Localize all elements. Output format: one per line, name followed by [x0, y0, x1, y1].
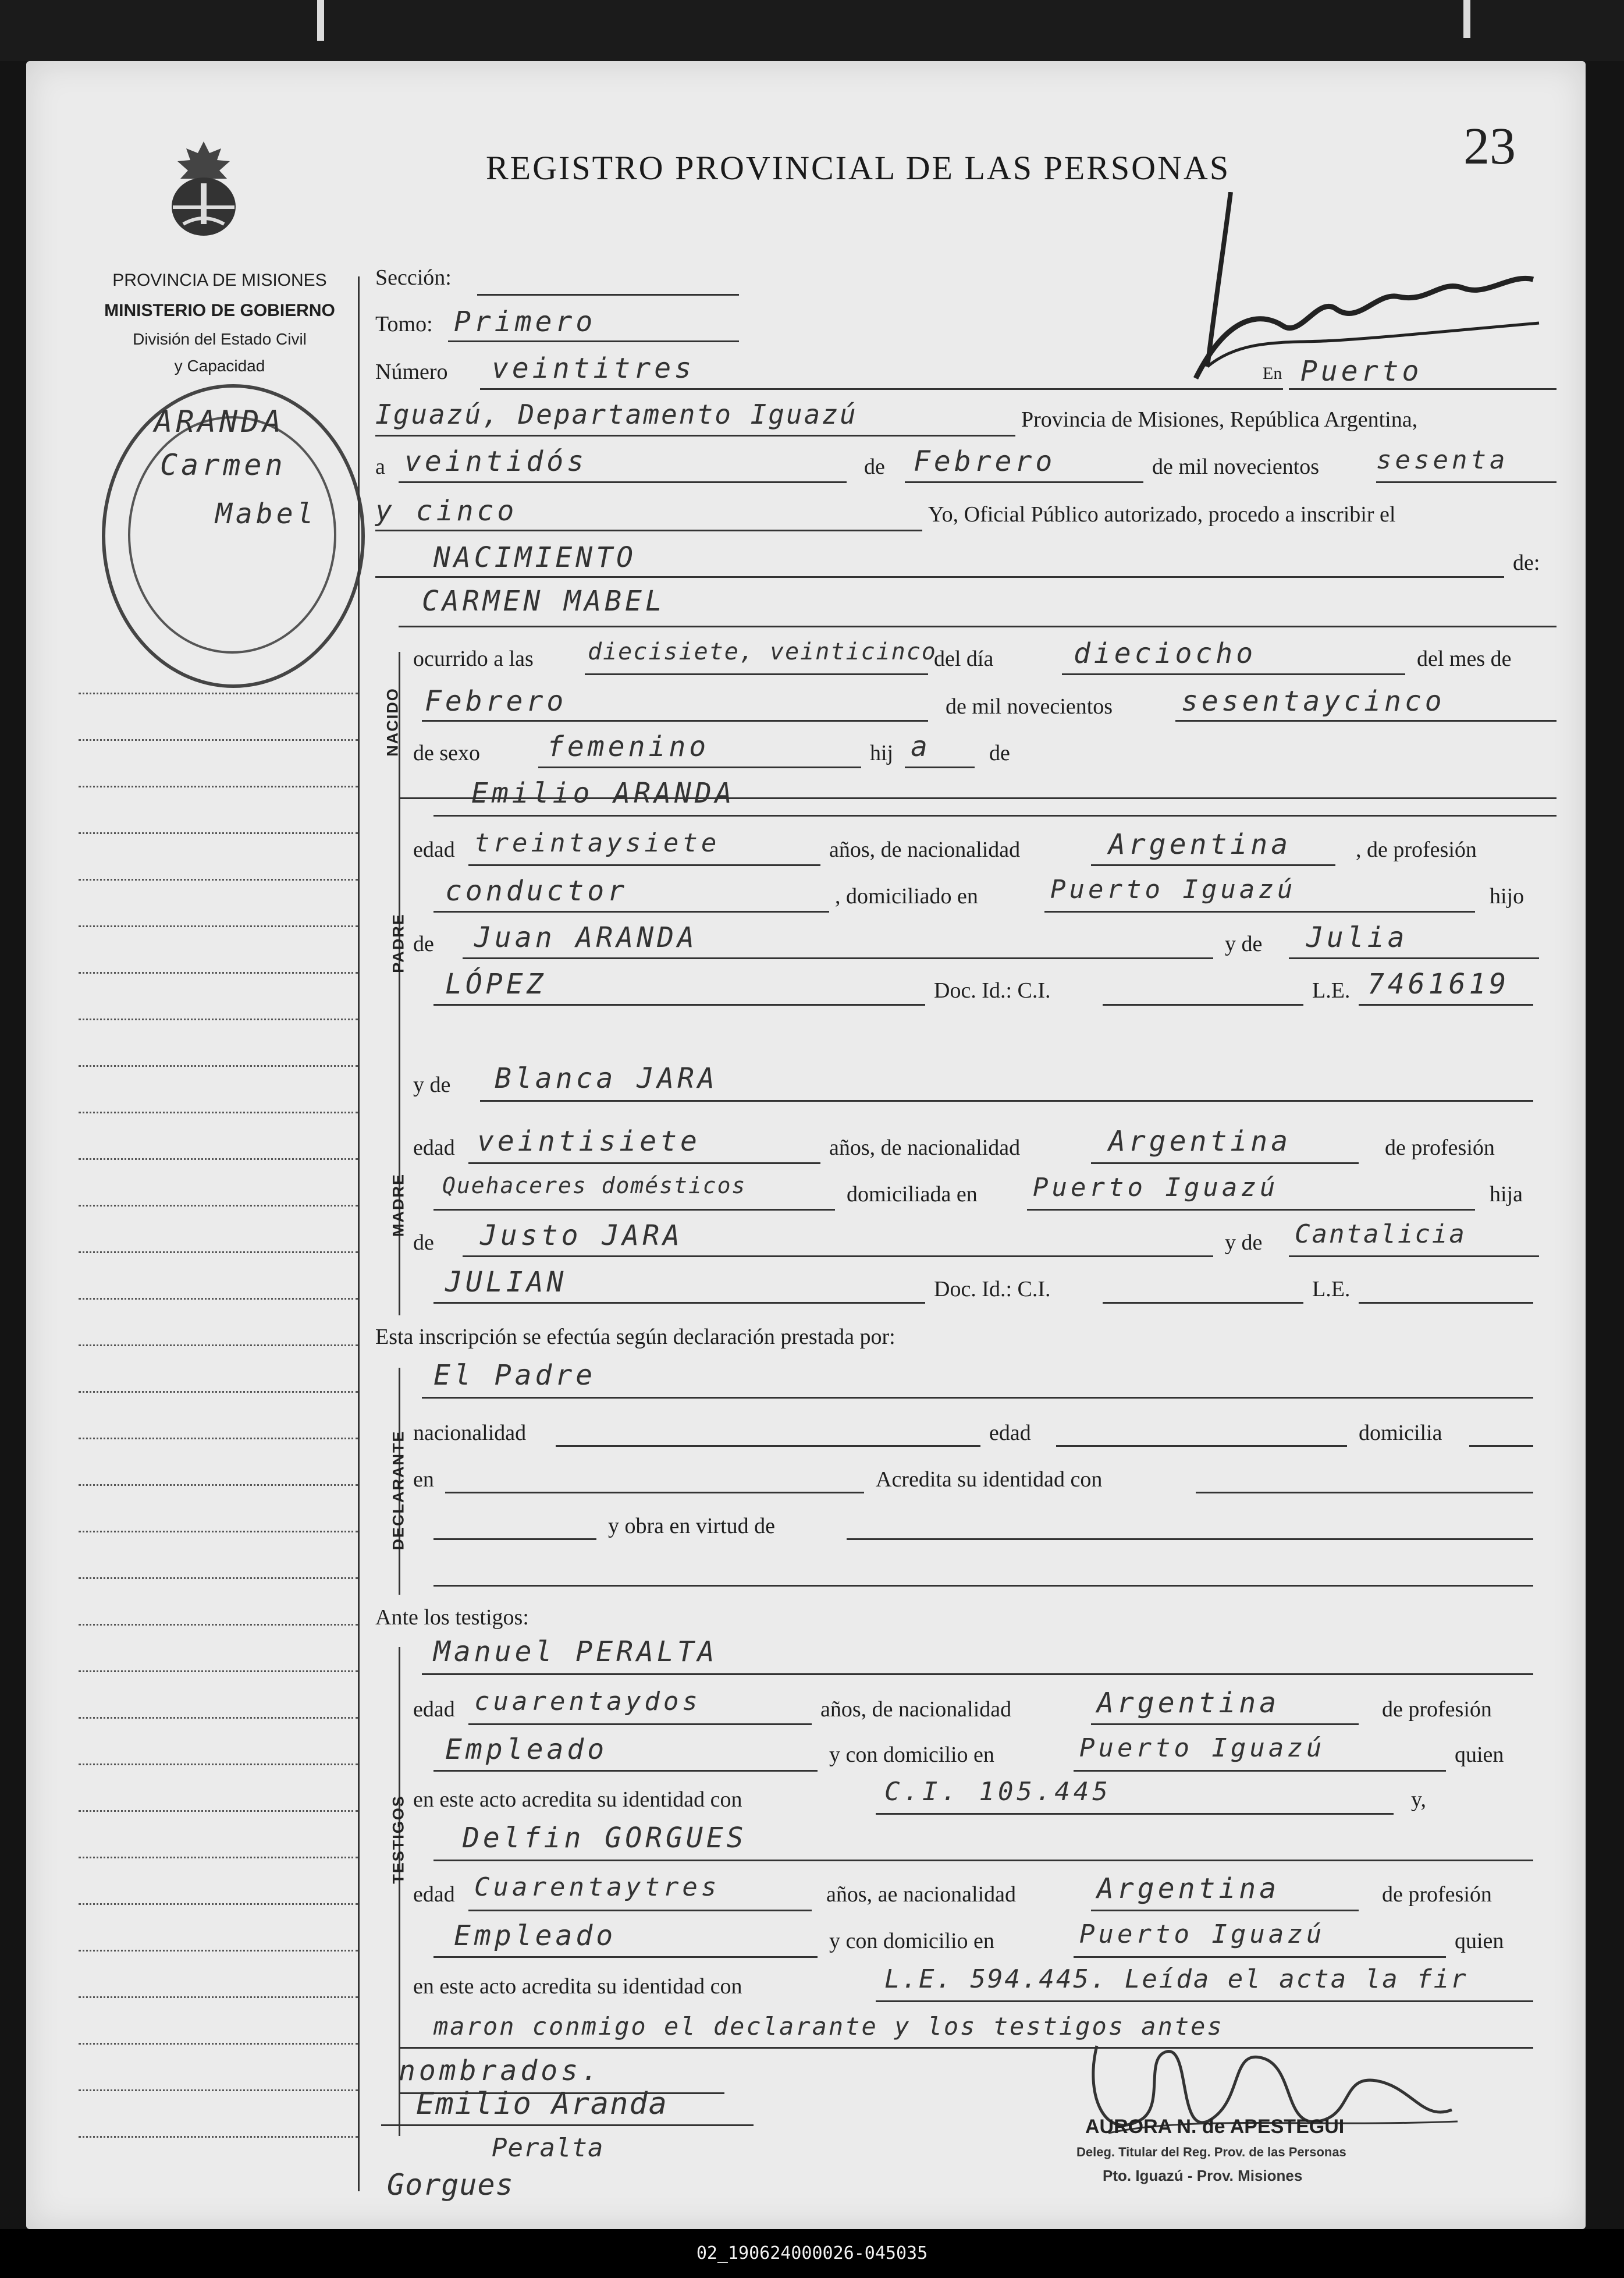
hora-line — [585, 673, 928, 675]
madre-dom-value: Puerto Iguazú — [1033, 1173, 1279, 1202]
declarante-acredita-label: Acredita su identidad con — [876, 1467, 1103, 1492]
witness2-doc-line — [876, 2000, 1533, 2002]
numero-value: veintitres — [492, 352, 695, 385]
padre-prof-line — [433, 911, 829, 913]
madre-prof-label: de profesión — [1385, 1136, 1495, 1160]
madre-label: MADRE — [389, 1173, 407, 1237]
margin-dotted-line — [79, 1531, 358, 1532]
declarante-dom-line — [1469, 1445, 1533, 1447]
witness1-prof-label: de profesión — [1382, 1697, 1492, 1722]
tomo-line — [448, 340, 739, 342]
binding-notch — [317, 0, 324, 41]
signature-emilio-aranda: Emilio Aranda — [416, 2087, 668, 2121]
declarante-obra-line — [847, 1538, 1533, 1540]
witness2-edad-label: edad — [413, 1882, 455, 1907]
madre-de-label: de — [413, 1230, 434, 1255]
witness1-dom-value: Puerto Iguazú — [1079, 1733, 1326, 1763]
witness1-dom-line — [1074, 1770, 1446, 1772]
margin-dotted-line — [79, 832, 358, 834]
margin-dotted-line — [79, 739, 358, 741]
hij-label: hij — [870, 741, 894, 765]
hij-line — [905, 767, 975, 768]
declarante-name: El Padre — [433, 1359, 596, 1392]
padre-yde-label: y de — [1225, 932, 1263, 956]
name-line — [399, 626, 1557, 627]
margin-dotted-line — [79, 1624, 358, 1626]
padre-nac-label: años, de nacionalidad — [829, 838, 1021, 862]
padre-le-value: 7461619 — [1367, 968, 1510, 1000]
madre-yde-label-2: y de — [1225, 1230, 1263, 1255]
seccion-label: Sección: — [375, 265, 452, 290]
province-text: Provincia de Misiones, República Argentina, — [1021, 407, 1418, 432]
stamp-handwriting-1: ARANDA — [154, 404, 285, 439]
declarante-dom-label: domicilia — [1359, 1421, 1442, 1445]
declarante-name-line — [422, 1397, 1533, 1399]
year-label: de mil novecientos — [1152, 455, 1320, 479]
madre-doc-line — [1103, 1302, 1303, 1304]
witness1-nac-line — [1091, 1723, 1359, 1725]
binding-notch — [1463, 0, 1470, 38]
margin-dotted-line — [79, 1019, 358, 1020]
witness2-edad-value: Cuarentaytres — [474, 1872, 720, 1902]
madre-edad-label: edad — [413, 1136, 455, 1160]
witness1-acredita-label: en este acto acredita su identidad con — [413, 1787, 742, 1812]
hora-label: ocurrido a las — [413, 647, 534, 671]
padre-le-label: L.E. — [1312, 978, 1351, 1003]
madre-doc-label: Doc. Id.: C.I. — [934, 1277, 1051, 1301]
padre-hijo-label: hijo — [1490, 884, 1525, 909]
year-value-2: y cinco — [375, 495, 518, 527]
page-number: 23 — [1463, 118, 1516, 175]
madre-nac-label: años, de nacionalidad — [829, 1136, 1021, 1160]
testigos-label: TESTIGOS — [389, 1795, 407, 1884]
padre-dom-label: , domiciliado en — [835, 884, 978, 909]
margin-dotted-line — [79, 1065, 358, 1067]
seccion-line — [477, 294, 739, 296]
margin-dotted-line — [79, 1112, 358, 1113]
dia-line — [1062, 673, 1405, 675]
margin-dotted-line — [79, 1298, 358, 1300]
witness2-name: Delfin GORGUES — [463, 1822, 747, 1854]
ministry-label: MINISTERIO DE GOBIERNO — [104, 301, 335, 320]
sexo-value: femenino — [547, 730, 710, 763]
tomo-label: Tomo: — [375, 312, 433, 336]
padre-name-line — [433, 815, 1557, 817]
official-title: Deleg. Titular del Reg. Prov. de las Personas — [1076, 2145, 1346, 2159]
margin-dotted-line — [79, 1670, 358, 1672]
binding-edge — [0, 0, 1624, 61]
padre-doc-label: Doc. Id.: C.I. — [934, 978, 1051, 1003]
witness2-prof-line — [433, 1956, 818, 1958]
declarante-en-line — [445, 1492, 864, 1493]
margin-dotted-line — [79, 1996, 358, 1998]
padre-dom-line — [1044, 911, 1475, 913]
padre-mother-line — [1289, 957, 1539, 959]
signature-peralta: Peralta — [492, 2133, 604, 2163]
declarante-edad-label: edad — [989, 1421, 1031, 1445]
place-value-2: Iguazú, Departamento Iguazú — [375, 399, 858, 430]
nacido-de-label: de — [989, 741, 1010, 765]
place-value-1: Puerto — [1300, 355, 1423, 388]
witness2-doc-value: L.E. 594.445. Leída el acta la fir — [884, 1964, 1468, 1994]
day-value: veintidós — [404, 445, 588, 478]
witness1-prof-line — [433, 1770, 818, 1772]
padre-edad-value: treintaysiete — [474, 828, 720, 858]
madre-dom-label: domiciliada en — [847, 1182, 978, 1207]
padre-nac-value: Argentina — [1108, 828, 1292, 861]
en-label: En — [1263, 364, 1282, 383]
witness2-nac-value: Argentina — [1097, 1872, 1280, 1905]
province-label: PROVINCIA DE MISIONES — [112, 271, 327, 290]
column-divider — [358, 276, 360, 2191]
padre-father-line — [463, 957, 1213, 959]
anio-value: sesentaycinco — [1181, 685, 1445, 718]
witness2-dom-line — [1074, 1956, 1446, 1958]
margin-dotted-line — [79, 1391, 358, 1393]
image-code: 02_190624000026-045035 — [0, 2229, 1624, 2278]
madre-name: Blanca JARA — [495, 1062, 718, 1095]
witness2-dom-value: Puerto Iguazú — [1079, 1919, 1326, 1949]
madre-prof-line — [433, 1209, 835, 1211]
padre-prof-label: , de profesión — [1356, 838, 1477, 862]
hora-value: diecisiete, veinticinco — [588, 638, 937, 665]
padre-nac-line — [1091, 864, 1335, 866]
signature-line — [381, 2124, 754, 2126]
madre-le-label: L.E. — [1312, 1277, 1351, 1301]
tomo-value: Primero — [454, 306, 596, 338]
witness1-edad-label: edad — [413, 1697, 455, 1722]
witness2-nac-line — [1091, 1910, 1359, 1911]
witness1-doc-line — [876, 1813, 1394, 1815]
declarante-nac-line — [556, 1445, 980, 1447]
margin-dotted-line — [79, 693, 358, 694]
margin-dotted-line — [79, 972, 358, 974]
witness2-nac-label: años, ae nacionalidad — [826, 1882, 1017, 1907]
name-value: CARMEN MABEL — [422, 585, 666, 618]
witness1-dom-label: y con domicilio en — [829, 1743, 994, 1767]
year-value-1: sesenta — [1376, 445, 1509, 475]
margin-dotted-line — [79, 1251, 358, 1253]
padre-father-value: Juan ARANDA — [474, 921, 698, 954]
witness1-y-label: y, — [1411, 1787, 1427, 1812]
month-value: Febrero — [914, 445, 1056, 478]
witness1-name: Manuel PERALTA — [433, 1635, 718, 1668]
witness1-doc-value: C.I. 105.445 — [884, 1777, 1111, 1807]
madre-hija-label: hija — [1490, 1182, 1523, 1207]
de-label: de — [864, 455, 885, 479]
witness2-prof-label: de profesión — [1382, 1882, 1492, 1907]
padre-de-label: de — [413, 932, 434, 956]
padre-dom-value: Puerto Iguazú — [1050, 875, 1296, 904]
margin-dotted-line — [79, 1205, 358, 1207]
dia-label: del día — [934, 647, 994, 671]
padre-mother-line-2 — [433, 1004, 925, 1006]
testigos-intro: Ante los testigos: — [375, 1605, 529, 1630]
declarante-obra-line-1 — [433, 1538, 596, 1540]
division-label-2: y Capacidad — [174, 357, 265, 375]
padre-le-line — [1359, 1004, 1533, 1006]
margin-dotted-line — [79, 1344, 358, 1346]
madre-prof-value: Quehaceres domésticos — [442, 1173, 747, 1198]
madre-le-line — [1359, 1302, 1533, 1304]
witness2-acredita-label: en este acto acredita su identidad con — [413, 1974, 742, 1999]
padre-edad-line — [468, 864, 820, 866]
witness1-prof-value: Empleado — [445, 1733, 608, 1766]
dia-value: dieciocho — [1074, 637, 1257, 670]
madre-nac-value: Argentina — [1108, 1125, 1292, 1158]
page-title: REGISTRO PROVINCIAL DE LAS PERSONAS — [486, 149, 1231, 187]
padre-prof-value: conductor — [445, 875, 628, 907]
declarante-acredita-line — [1196, 1492, 1533, 1493]
padre-label: PADRE — [389, 913, 407, 973]
declarante-en-label: en — [413, 1467, 434, 1492]
madre-mother-value-1: Cantalicia — [1295, 1219, 1466, 1249]
witness1-edad-line — [468, 1723, 812, 1725]
declarante-extra-line — [433, 1585, 1533, 1587]
padre-mother-value-2: LÓPEZ — [445, 968, 547, 1000]
declarante-label: DECLARANTE — [389, 1430, 407, 1550]
margin-dotted-line — [79, 2089, 358, 2091]
division-label: División del Estado Civil — [133, 330, 307, 348]
coat-of-arms-icon — [160, 137, 247, 239]
padre-name: Emilio ARANDA — [471, 777, 735, 810]
margin-dotted-line — [79, 1717, 358, 1719]
act-suffix: de: — [1513, 551, 1540, 575]
margin-dotted-line — [79, 2043, 358, 2045]
place-line-2 — [375, 435, 1015, 437]
witness2-edad-line — [468, 1910, 812, 1911]
margin-dotted-line — [79, 1484, 358, 1486]
margin-dotted-line — [79, 1764, 358, 1765]
margin-dotted-line — [79, 925, 358, 927]
margin-dotted-line — [79, 1577, 358, 1579]
year-line — [1376, 481, 1557, 483]
declarante-nac-label: nacionalidad — [413, 1421, 527, 1445]
closing-line-1: maron conmigo el declarante y los testigos antes — [433, 2012, 1224, 2041]
madre-yde-label: y de — [413, 1073, 451, 1097]
sexo-label: de sexo — [413, 741, 481, 765]
official-signature — [1074, 2022, 1481, 2162]
witness1-quien-label: quien — [1455, 1743, 1504, 1767]
a-label: a — [375, 455, 385, 479]
margin-dotted-line — [79, 2136, 358, 2138]
declaration-intro: Esta inscripción se efectúa según declaración prestada por: — [375, 1325, 895, 1349]
day-line — [399, 481, 847, 483]
declarante-edad-line — [1056, 1445, 1347, 1447]
mes-value: Febrero — [425, 685, 567, 718]
anio-line — [1175, 720, 1557, 722]
margin-dotted-line — [79, 786, 358, 787]
witness2-dom-label: y con domicilio en — [829, 1929, 994, 1953]
margin-dotted-line — [79, 1903, 358, 1905]
margin-dotted-line — [79, 1950, 358, 1951]
madre-mother-value-2: JULIAN — [445, 1266, 567, 1298]
declarante-obra-label: y obra en virtud de — [608, 1514, 776, 1538]
witness2-prof-value: Empleado — [454, 1919, 617, 1952]
sexo-line — [538, 767, 861, 768]
madre-name-line — [480, 1100, 1533, 1102]
margin-dotted-line — [79, 1438, 358, 1439]
officer-text: Yo, Oficial Público autorizado, procedo a inscribir el — [928, 502, 1396, 527]
official-name: AURORA N. de APESTEGUI — [1085, 2116, 1345, 2138]
stamp-handwriting-2: Carmen — [160, 448, 286, 482]
place-line — [1289, 388, 1557, 390]
witness1-nac-label: años, de nacionalidad — [820, 1697, 1012, 1722]
witness1-name-line — [422, 1673, 1533, 1675]
padre-mother-value-1: Julia — [1306, 921, 1408, 954]
madre-edad-line — [468, 1162, 820, 1164]
witness1-edad-value: cuarentaydos — [474, 1687, 701, 1716]
margin-dotted-line — [79, 1857, 358, 1858]
padre-edad-label: edad — [413, 838, 455, 862]
margin-dotted-line — [79, 879, 358, 881]
signature-gorgues: Gorgues — [387, 2168, 514, 2202]
madre-father-value: Justo JARA — [480, 1219, 683, 1252]
hij-suffix: a — [911, 730, 931, 763]
madre-edad-value: veintisiete — [477, 1125, 701, 1158]
month-line — [905, 481, 1143, 483]
act-value: NACIMIENTO — [433, 541, 637, 574]
witness1-nac-value: Argentina — [1097, 1687, 1280, 1719]
numero-label: Número — [375, 360, 448, 384]
madre-mother-line-2 — [433, 1302, 925, 1304]
closing-line-2: nombrados. — [399, 2055, 602, 2087]
mes-label: del mes de — [1417, 647, 1512, 671]
madre-dom-line — [1027, 1209, 1475, 1211]
margin-dotted-line — [79, 1810, 358, 1812]
numero-line — [480, 388, 1283, 390]
act-line — [375, 576, 1504, 578]
year-line-2 — [375, 530, 922, 531]
margin-dotted-line — [79, 1158, 358, 1160]
official-place: Pto. Iguazú - Prov. Misiones — [1103, 2167, 1303, 2184]
anio-label: de mil novecientos — [946, 694, 1113, 719]
madre-nac-line — [1091, 1162, 1359, 1164]
officer-signature-top — [1184, 192, 1568, 425]
witness2-quien-label: quien — [1455, 1929, 1504, 1953]
madre-mother-line — [1289, 1255, 1539, 1257]
madre-father-line — [463, 1255, 1213, 1257]
register-page — [26, 61, 1586, 2229]
witness2-name-line — [433, 1860, 1533, 1861]
mes-line — [422, 720, 928, 722]
stamp-handwriting-3: Mabel — [215, 498, 317, 530]
nacido-label: NACIDO — [383, 687, 401, 757]
padre-doc-line — [1103, 1004, 1303, 1006]
